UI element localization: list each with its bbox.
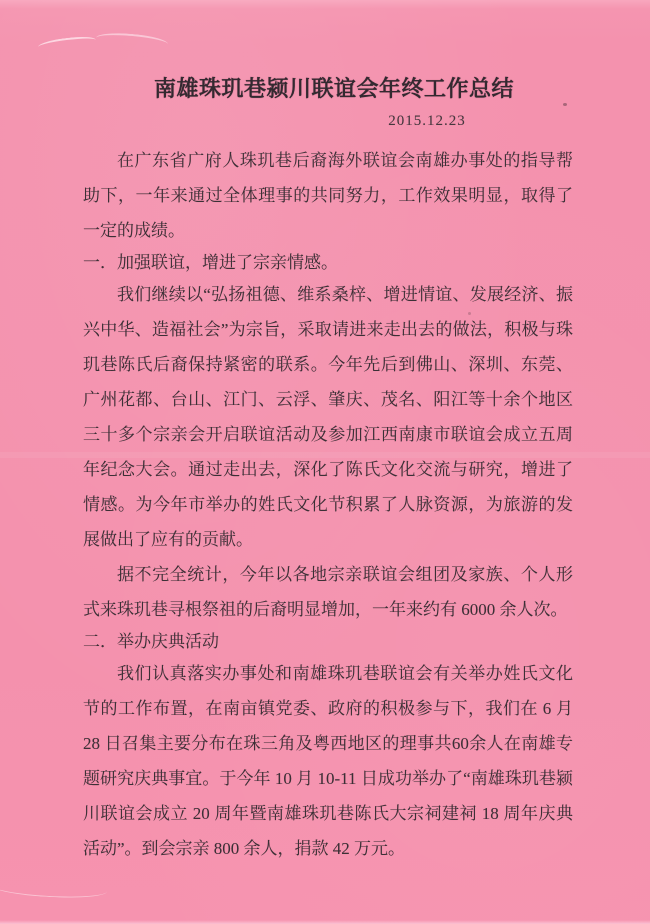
paper-crease [0,877,107,900]
paragraph-section1-visitor-statistics: 据不完全统计，今年以各地宗亲联谊会组团及家族、个人形式来珠玑巷寻根祭祖的后裔明显增加，一年来约有 6000 余人次。 [83,565,573,619]
document-body [83,143,573,866]
document-title: 南雄珠玑巷颍川联谊会年终工作总结 [153,76,514,101]
paragraph-section1-liaison-activities: 我们继续以“弘扬祖德、维系桑梓、增进情谊、发展经济、振兴中华、造福社会”为宗旨，采取请进来走出去的做法，积极与珠玑巷陈氏后裔保持紧密的联系。今年先后到佛山、深圳、东莞、广州花都、台山、江门、云浮、肇庆、茂名、阳江等十余个地区三十多个宗亲会开启联谊活动及参加江西南康市联谊会成立五周年纪念大会。通过走出去，深化了陈氏文化交流与研究，增进了情感。为今年市举办的姓氏文化节积累了人脉资源，为旅游的发展做出了应有的贡献。 [83,285,573,549]
paragraph-intro: 在广东省广府人珠玑巷后裔海外联谊会南雄办事处的指导帮助下，一年来通过全体理事的共同努力，工作效果明显，取得了一定的成绩。 [83,151,573,240]
section-heading-1: 一．加强联谊，增进了宗亲情感。 [83,253,338,272]
section-heading-2: 二．举办庆典活动 [83,632,219,651]
document-date: 2015.12.23 [388,113,466,129]
paragraph-section2-celebration-event: 我们认真落实办事处和南雄珠玑巷联谊会有关举办姓氏文化节的工作布置，在南亩镇党委、政府的积极参与下，我们在 6 月 28 日召集主要分布在珠三角及粤西地区的理事共60余人在南雄专题研究庆典事宜。于今年 10 月 10-11 日成功举办了“南雄珠玑巷颍川联谊会成立 20 周年暨南雄珠玑巷陈氏大宗祠建祠 18 周年庆典活动”。到会宗亲 800 余人，捐款 42 万元。 [83,664,573,858]
paper-bottom-edge [0,920,650,924]
